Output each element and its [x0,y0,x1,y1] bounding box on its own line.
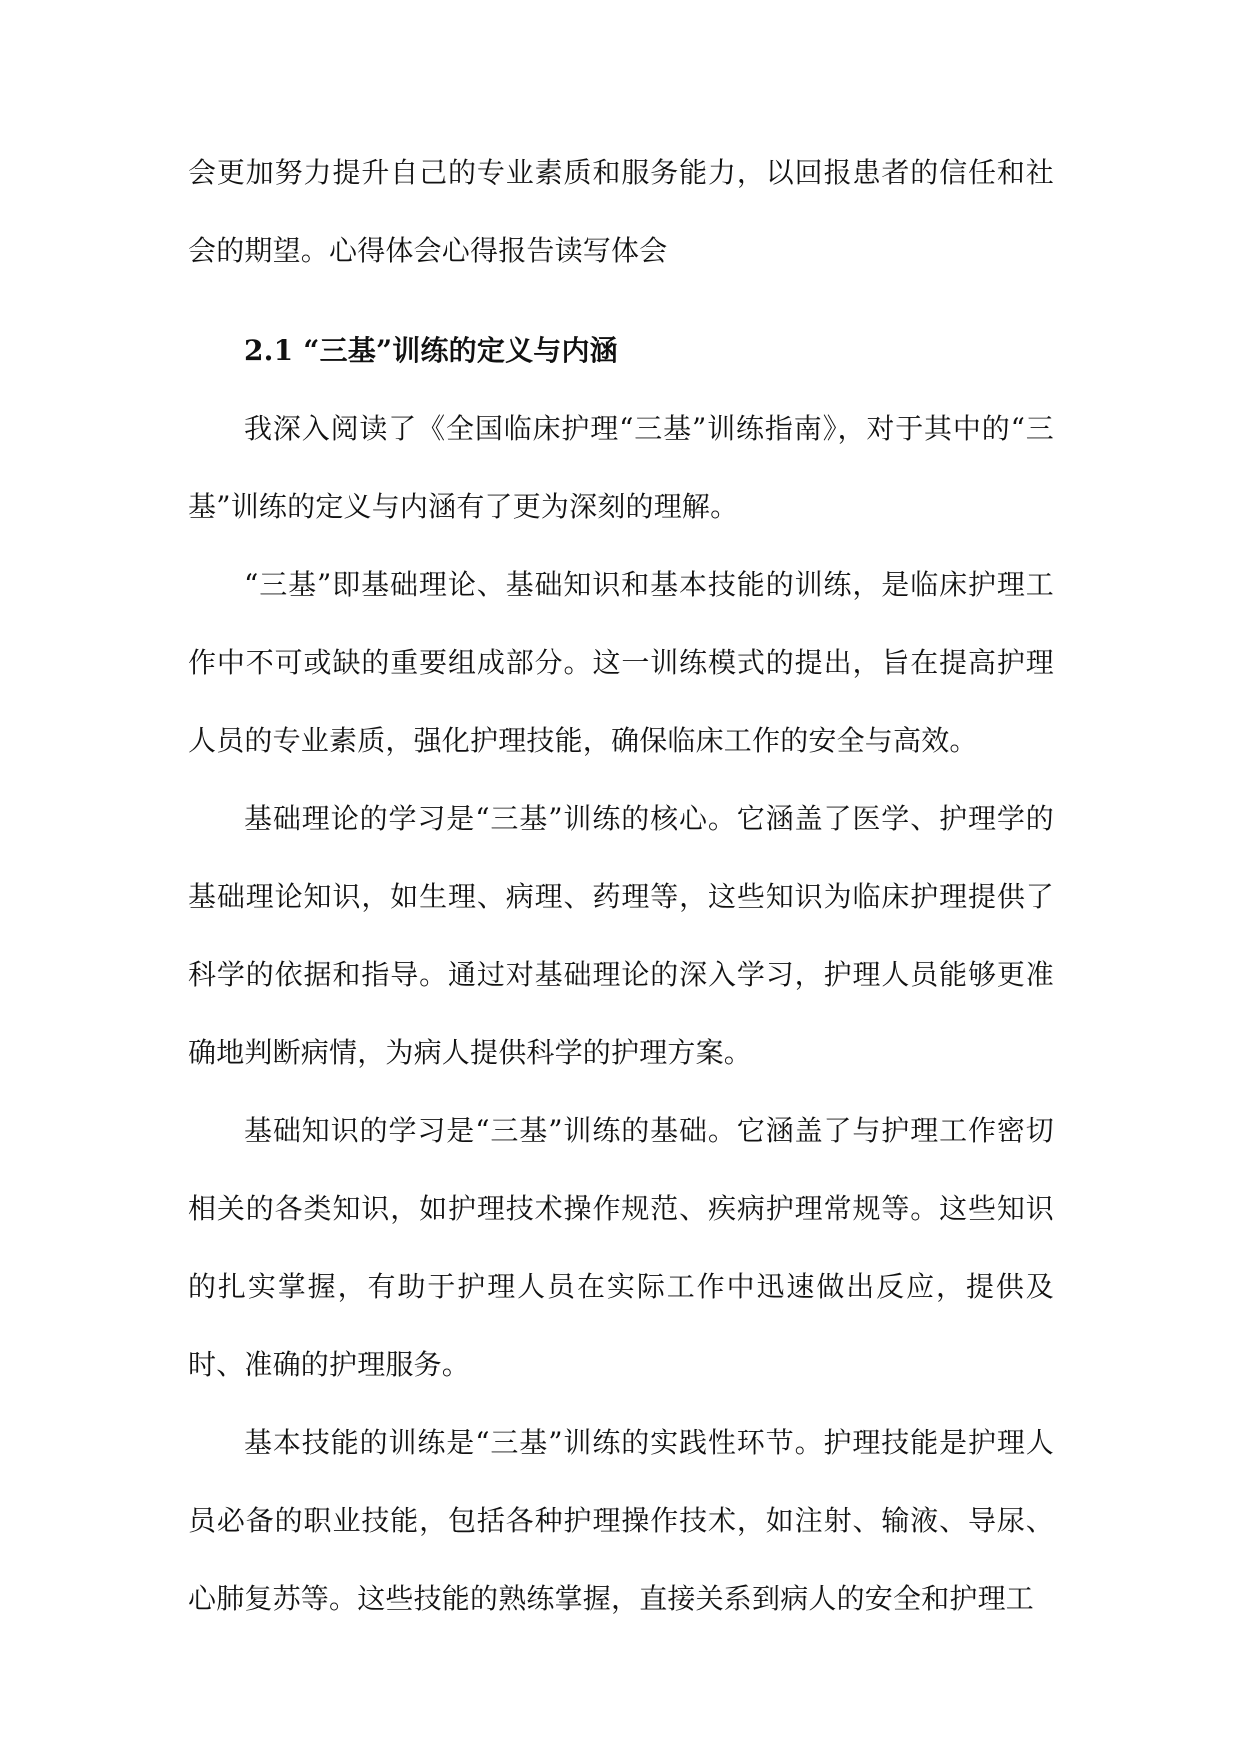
paragraph-basic-theory: 基础理论的学习是“三基”训练的核心。它涵盖了医学、护理学的基础理论知识，如生理、病理、药理等，这些知识为临床护理提供了科学的依据和指导。通过对基础理论的深入学习，护理人员能够更准确地判断病情，为病人提供科学的护理方案。 [188,802,1054,1069]
document-body [188,134,1054,1638]
paragraph-basic-knowledge: 基础知识的学习是“三基”训练的基础。它涵盖了与护理工作密切相关的各类知识，如护理技术操作规范、疾病护理常规等。这些知识的扎实掌握，有助于护理人员在实际工作中迅速做出反应，提供及时、准确的护理服务。 [188,1114,1054,1381]
paragraph-basic-skills: 基本技能的训练是“三基”训练的实践性环节。护理技能是护理人员必备的职业技能，包括各种护理操作技术，如注射、输液、导尿、心肺复苏等。这些技能的熟练掌握，直接关系到病人的安全和护理工 [188,1426,1054,1615]
section-heading: 2.1 “三基”训练的定义与内涵 [244,334,618,367]
paragraph-definition: “三基”即基础理论、基础知识和基本技能的训练，是临床护理工作中不可或缺的重要组成部分。这一训练模式的提出，旨在提高护理人员的专业素质，强化护理技能，确保临床工作的安全与高效。 [188,568,1054,757]
paragraph-intro: 我深入阅读了《全国临床护理“三基”训练指南》，对于其中的“三基”训练的定义与内涵有了更为深刻的理解。 [188,412,1054,523]
paragraph-continuation: 会更加努力提升自己的专业素质和服务能力，以回报患者的信任和社会的期望。心得体会心得报告读写体会 [188,156,1054,267]
